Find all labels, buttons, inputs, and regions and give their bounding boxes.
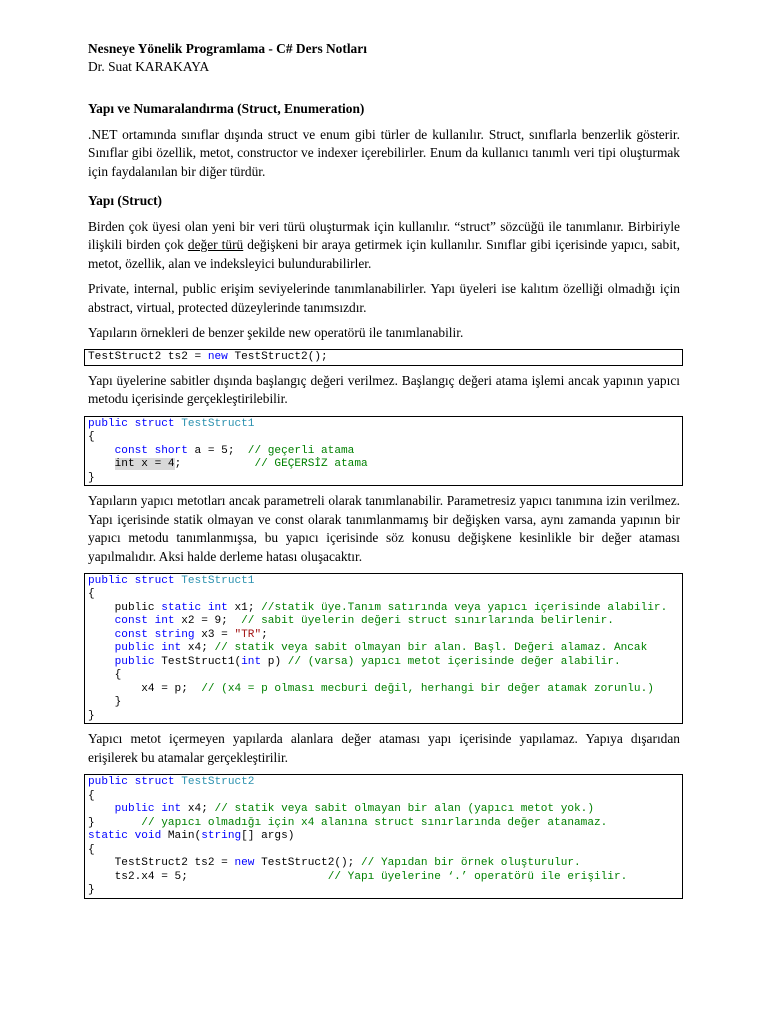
paragraph-access-levels: Private, internal, public erişim seviyelerinde tanımlanabilirler. Yapı üyeleri ise kalıtım özelliği olmadığı için abstract, virtual, protected düzeylerinde tanımsızdır. bbox=[88, 281, 680, 315]
paragraph-constructors: Yapıların yapıcı metotları ancak parametreli olarak tanımlanabilir. Parametresiz yapıcı tanımına izin verilmez. Yapı içerisinde statik olmayan ve const olarak tanımlanmamış bir değişken varsa, aynı zamanda yapının bir yapıcı metodu tanımlanmışsa, bu yapıcı içerisinde söz konusu değişkene kesinlikle bir değer ataması yapılmalıdır. Aksi halde derleme hatası oluşacaktır. bbox=[88, 493, 680, 564]
paragraph-no-constructor: Yapıcı metot içermeyen yapılarda alanlara değer ataması yapı içerisinde yapılamaz. Yapıya dışarıdan erişilerek bu atamalar gerçekleştirilir. bbox=[88, 731, 680, 765]
code-block-teststruct1-constructor: public struct TestStruct1 { public static int x1; //statik üye.Tanım satırında veya yapıcı içerisinde alabilir. const int x2 = 9; // sabit üyelerin değeri struct sınırlarında belirlenir. const string x3 = "TR"; public int x4; // statik veya sabit olmayan bir alan. Başl. Değeri alamaz. Ancak public TestStruct1(int p) // (varsa) yapıcı metot içerisinde değer alabilir. { x4 = p; // (x4 = p olması mecburi değil, herhangi bir değer atamak zorunlu.) } } bbox=[84, 573, 683, 725]
paragraph-struct-definition: Birden çok üyesi olan yeni bir veri türü oluşturmak için kullanılır. “struct” sözcüğü ile tanımlanır. Birbiriyle ilişkili birden çok değer türü değişkeni bir araya getirmek için kullanılır. Sınıflar gibi içerisinde yapıcı, sabit, metot, özellik, alan ve indeksleyici bulundurabilirler. bbox=[88, 219, 680, 271]
paragraph-initial-values: Yapı üyelerine sabitler dışında başlangıç değeri verilmez. Başlangıç değeri atama işlemi ancak yapının yapıcı metodu içerisinde gerçekleştirilebilir. bbox=[88, 372, 680, 407]
code-block-teststruct2-main: public struct TestStruct2 { public int x4; // statik veya sabit olmayan bir alan (yapıcı metot yok.) } // yapıcı olmadığı için x4 alanına struct sınırlarında değer atanamaz. static void Main(string[] args) { TestStruct2 ts2 = new TestStruct2(); // Yapıdan bir örnek oluşturulur. ts2.x4 = 5; // Yapı üyelerine ‘.’ operatörü ile erişilir. } bbox=[84, 774, 683, 899]
author-name: Dr. Suat KARAKAYA bbox=[88, 59, 210, 75]
section-title-struct-enum: Yapı ve Numaralandırma (Struct, Enumeration) bbox=[88, 100, 365, 116]
intro-paragraph: .NET ortamında sınıflar dışında struct ve enum gibi türler de kullanılır. Struct, sınıflarla benzerlik gösterir. Sınıflar gibi özellik, metot, constructor ve indexer içerebilirler. Enum da kullanıcı tanımlı veri tipi oluşturmak için faydalanılan bir diğer türdür. bbox=[88, 126, 680, 179]
paragraph-new-operator: Yapıların örnekleri de benzer şekilde new operatörü ile tanımlanabilir. bbox=[88, 325, 464, 341]
highlighted-invalid-line: int x = 4 bbox=[114, 458, 175, 471]
course-title: Nesneye Yönelik Programlama - C# Ders Notları bbox=[88, 41, 367, 56]
document-page bbox=[88, 40, 680, 905]
section-title-struct: Yapı (Struct) bbox=[88, 193, 163, 209]
code-block-teststruct1-const: public struct TestStruct1 { const short a = 5; // geçerli atama int x = 4; // GEÇERSİZ atama } bbox=[84, 416, 683, 487]
underlined-term: değer türü bbox=[187, 237, 244, 253]
code-block-new-instance: TestStruct2 ts2 = new TestStruct2(); bbox=[84, 349, 683, 366]
